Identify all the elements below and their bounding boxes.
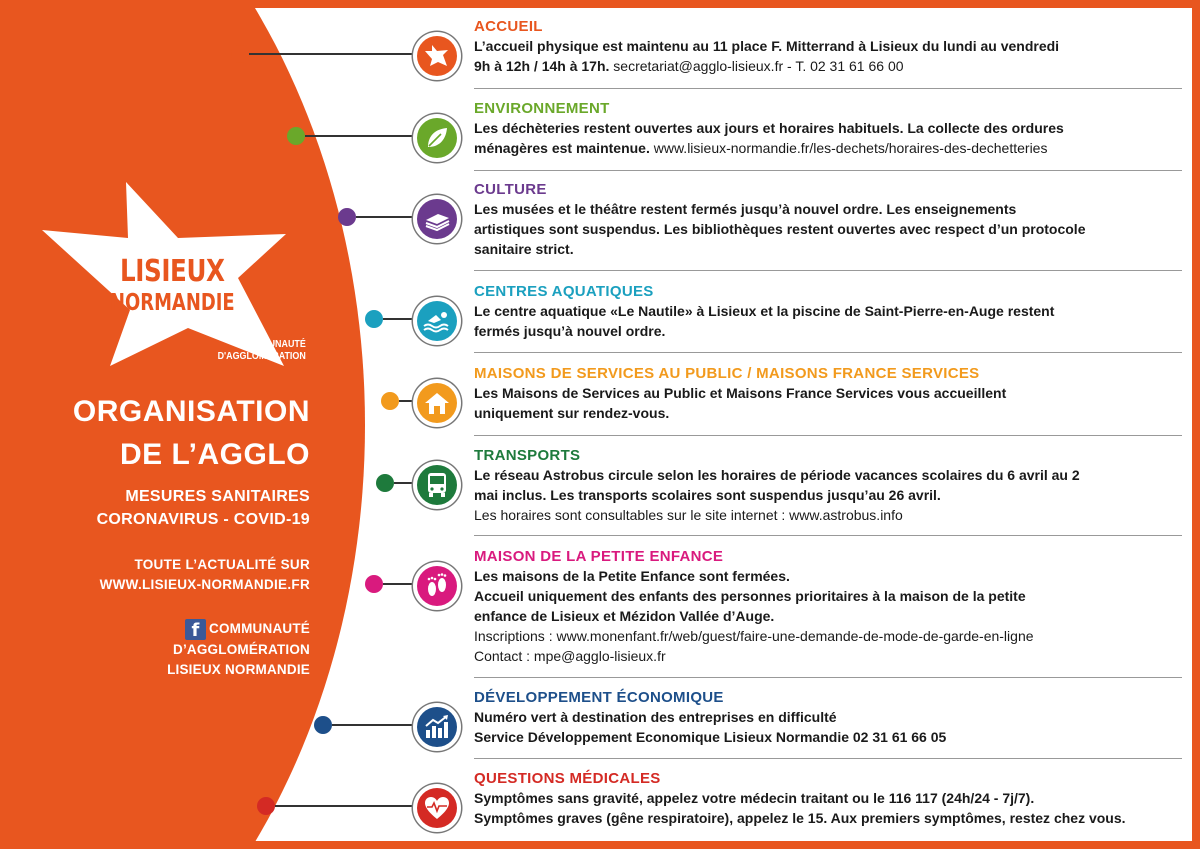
lisieux-normandie-logo	[38, 168, 318, 368]
section-heading: CENTRES AQUATIQUES	[474, 283, 654, 300]
page-title-line1: ORGANISATION	[72, 395, 310, 428]
normal-text: Les horaires sont consultables sur le site internet : www.astrobus.info	[474, 507, 903, 523]
section-divider	[474, 435, 1182, 436]
section-divider	[474, 170, 1182, 171]
section-heading: CULTURE	[474, 181, 547, 198]
section-body-line	[474, 321, 1189, 341]
bold-text: 9h à 12h / 14h à 17h.	[474, 58, 610, 74]
section-body-line	[474, 219, 1189, 239]
section-heading: ACCUEIL	[474, 18, 543, 35]
bold-text: Les déchèteries restent ouvertes aux jours et horaires habituels. La collecte des ordures	[474, 120, 1064, 136]
timeline-dot	[338, 208, 356, 226]
section-divider	[474, 352, 1182, 353]
leaf-icon	[413, 114, 461, 162]
section-body-line	[474, 383, 1189, 403]
section-body-line	[474, 239, 1189, 259]
section-text	[474, 447, 1189, 525]
section-body-line	[474, 788, 1189, 808]
section-divider	[474, 758, 1182, 759]
news-line1: TOUTE L’ACTUALITÉ SUR	[134, 557, 310, 572]
timeline-connector	[383, 583, 413, 585]
logo-subtitle	[218, 338, 306, 362]
timeline-dot	[365, 575, 383, 593]
timeline-connector	[356, 216, 413, 218]
section-body-line	[474, 56, 1189, 76]
timeline-connector	[305, 135, 413, 137]
normal-text: secretariat@agglo-lisieux.fr - T. 02 31 61 66 00	[609, 58, 904, 74]
timeline-dot	[365, 310, 383, 328]
section-body-line	[474, 199, 1189, 219]
timeline-dot	[381, 392, 399, 410]
section-body-line	[474, 465, 1189, 485]
section-text	[474, 770, 1189, 828]
bold-text: Les maisons de la Petite Enfance sont fermées.	[474, 568, 790, 584]
facebook-line1: COMMUNAUTÉ	[209, 621, 310, 636]
section-body-line	[474, 485, 1189, 505]
section-body-line	[474, 808, 1189, 828]
timeline-connector	[249, 53, 413, 55]
bold-text: Service Développement Economique Lisieux Normandie 02 31 61 66 05	[474, 729, 947, 745]
section-heading: DÉVELOPPEMENT ÉCONOMIQUE	[474, 689, 724, 706]
section-text	[474, 365, 1189, 423]
bold-text: Le réseau Astrobus circule selon les horaires de période vacances scolaires du 6 avril au 2	[474, 467, 1080, 483]
books-icon	[413, 195, 461, 243]
timeline-dot	[314, 716, 332, 734]
timeline-dot	[376, 474, 394, 492]
section-heading: TRANSPORTS	[474, 447, 581, 464]
section-body-line	[474, 301, 1189, 321]
bold-text: Les musées et le théâtre restent fermés jusqu’à nouvel ordre. Les enseignements	[474, 201, 1017, 217]
bold-text: Numéro vert à destination des entreprises en difficulté	[474, 709, 837, 725]
swimmer-icon	[413, 297, 461, 345]
page-title-line2: DE L’AGGLO	[119, 438, 310, 471]
facebook-icon[interactable]: f	[185, 619, 206, 640]
bold-text: uniquement sur rendez-vous.	[474, 405, 670, 421]
section-text	[474, 100, 1189, 158]
bus-icon	[413, 461, 461, 509]
bold-text: artistiques sont suspendus. Les bibliothèques restent ouvertes avec respect d’un protocole	[474, 221, 1086, 237]
website-link[interactable]: WWW.LISIEUX-NORMANDIE.FR	[99, 577, 310, 592]
section-body-line	[474, 727, 1189, 747]
section-heading: ENVIRONNEMENT	[474, 100, 610, 117]
section-body-line	[474, 36, 1189, 56]
section-text	[474, 283, 1189, 341]
section-body-line	[474, 505, 1189, 525]
timeline-connector	[383, 318, 413, 320]
bold-text: Le centre aquatique «Le Nautile» à Lisieux et la piscine de Saint-Pierre-en-Auge restent	[474, 303, 1055, 319]
section-heading: QUESTIONS MÉDICALES	[474, 770, 661, 787]
bold-text: fermés jusqu’à nouvel ordre.	[474, 323, 666, 339]
bold-text: Les Maisons de Services au Public et Maisons France Services vous accueillent	[474, 385, 1007, 401]
timeline-dot	[257, 797, 275, 815]
facebook-line2: D’AGGLOMÉRATION	[173, 642, 310, 657]
section-body-line	[474, 566, 1189, 586]
facebook-block[interactable]	[120, 619, 310, 680]
logo-subtitle-line1: COMMUNAUTÉ	[240, 338, 306, 350]
section-body-line	[474, 586, 1189, 606]
house-icon	[413, 379, 461, 427]
section-divider	[474, 88, 1182, 89]
section-text	[474, 181, 1189, 259]
section-heading: MAISON DE LA PETITE ENFANCE	[474, 548, 724, 565]
bold-text: Symptômes graves (gêne respiratoire), appelez le 15. Aux premiers symptômes, restez chez vous.	[474, 810, 1126, 826]
bold-text: sanitaire strict.	[474, 241, 574, 257]
heart-pulse-icon	[413, 784, 461, 832]
normal-text: www.lisieux-normandie.fr/les-dechets/horaires-des-dechetteries	[649, 140, 1048, 156]
subtitle-line2: CORONAVIRUS - COVID-19	[96, 511, 310, 528]
section-body-line	[474, 646, 1189, 666]
timeline-connector	[394, 482, 413, 484]
section-divider	[474, 270, 1182, 271]
section-body-line	[474, 138, 1189, 158]
section-divider	[474, 535, 1182, 536]
timeline-connector	[275, 805, 413, 807]
logo-subtitle-line2: D'AGGLOMÉRATION	[217, 350, 306, 362]
timeline-connector	[332, 724, 413, 726]
section-body-line	[474, 118, 1189, 138]
section-body-line	[474, 626, 1189, 646]
baby-feet-icon	[413, 562, 461, 610]
timeline-connector	[399, 400, 413, 402]
subtitle-line1: MESURES SANITAIRES	[125, 488, 310, 505]
section-text	[474, 689, 1189, 747]
section-heading: MAISONS DE SERVICES AU PUBLIC / MAISONS FRANCE SERVICES	[474, 365, 980, 382]
logo-text-line1: LISIEUX	[120, 254, 225, 289]
bold-text: mai inclus. Les transports scolaires sont suspendus jusqu’au 26 avril.	[474, 487, 941, 503]
section-divider	[474, 677, 1182, 678]
section-text	[474, 18, 1189, 76]
timeline-dot	[231, 45, 249, 63]
bold-text: ménagères est maintenue.	[474, 140, 650, 156]
section-body-line	[474, 606, 1189, 626]
section-text	[474, 548, 1189, 666]
growth-chart-icon	[413, 703, 461, 751]
logo-text-line2: NORMANDIE	[110, 290, 235, 316]
section-body-line	[474, 707, 1189, 727]
normal-text: Inscriptions : www.monenfant.fr/web/guest/faire-une-demande-de-mode-de-garde-en-ligne	[474, 628, 1034, 644]
timeline-dot	[287, 127, 305, 145]
normal-text: Contact : mpe@agglo-lisieux.fr	[474, 648, 666, 664]
logo-icon	[413, 32, 461, 80]
bold-text: Accueil uniquement des enfants des personnes prioritaires à la maison de la petite	[474, 588, 1026, 604]
section-body-line	[474, 403, 1189, 423]
bold-text: Symptômes sans gravité, appelez votre médecin traitant ou le 116 117 (24h/24 - 7j/7).	[474, 790, 1035, 806]
facebook-line3: LISIEUX NORMANDIE	[167, 662, 310, 677]
bold-text: L’accueil physique est maintenu au 11 place F. Mitterrand à Lisieux du lundi au vendredi	[474, 38, 1060, 54]
bold-text: enfance de Lisieux et Mézidon Vallée d’Auge.	[474, 608, 775, 624]
